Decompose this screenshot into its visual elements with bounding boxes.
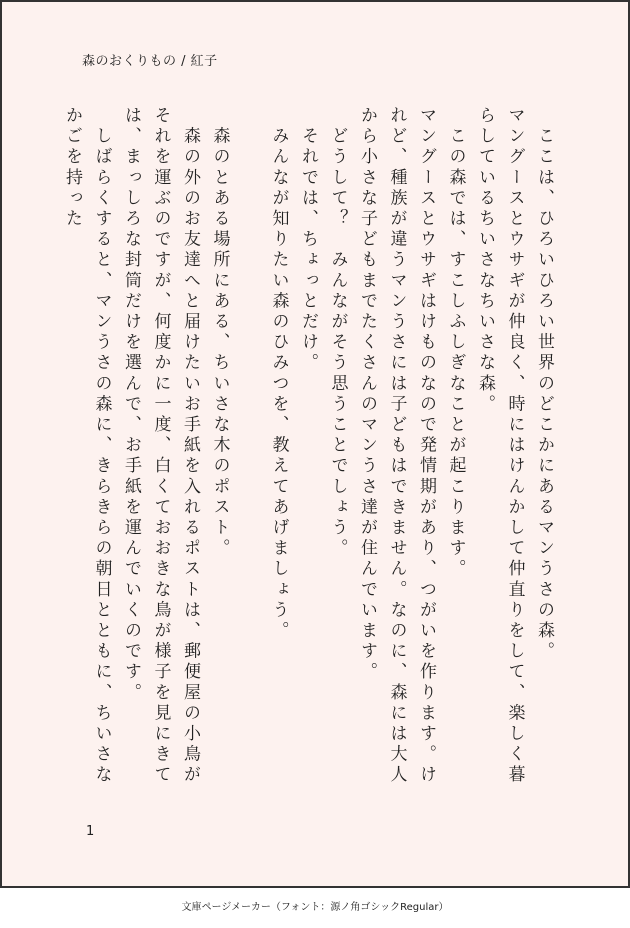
footer-credit: 文庫ページメーカー（フォント：源ノ角ゴシックRegular） — [181, 902, 449, 913]
page-header-title: 森のおくりもの / 紅子 — [82, 54, 218, 69]
paragraph: この森では、すこしふしぎなことが起こります。 — [445, 106, 466, 580]
paragraph: マングースとウサギが仲良く、時にはけんかして仲直りをして、楽しく暮らしているちいさなちいさな森。 — [475, 106, 525, 786]
page-number: 1 — [86, 824, 95, 839]
paragraph: しばらくすると、マンうさの森に、きらきらの朝日とともに、ちいさなかごを持った — [62, 106, 112, 786]
paragraph: ここは、ひろいひろい世界のどこかにあるマンうさの森。 — [534, 106, 554, 663]
blank-line — [234, 106, 264, 796]
paragraph: 森の外のお友達へと届けたいお手紙を入れるポストは、郵便屋の小鳥がそれを運ぶのですが、何度かに一度、白くておおきな鳥が様子を見にきては、まっしろな封筒だけを選んで、お手紙を運んでいくのです。 — [121, 106, 200, 786]
paragraph: 森のとある場所にある、ちいさな木のポスト。 — [209, 106, 230, 560]
paragraph: みんなが知りたい森のひみつを、教えてあげましょう。 — [268, 106, 289, 642]
paragraph: マングースとウサギはけものなので発情期があり、つがいを作ります。けれど、種族が違うマンうさには子どもはできません。なのに、森には大人から小さな子どもまでたくさんのマンうさ達が住んでいます。 — [357, 106, 436, 786]
vertical-body-text — [57, 106, 559, 796]
paragraph: どうして？ みんながそう思うことでしょう。 — [327, 106, 348, 560]
paragraph: それでは、ちょっとだけ。 — [298, 106, 318, 374]
